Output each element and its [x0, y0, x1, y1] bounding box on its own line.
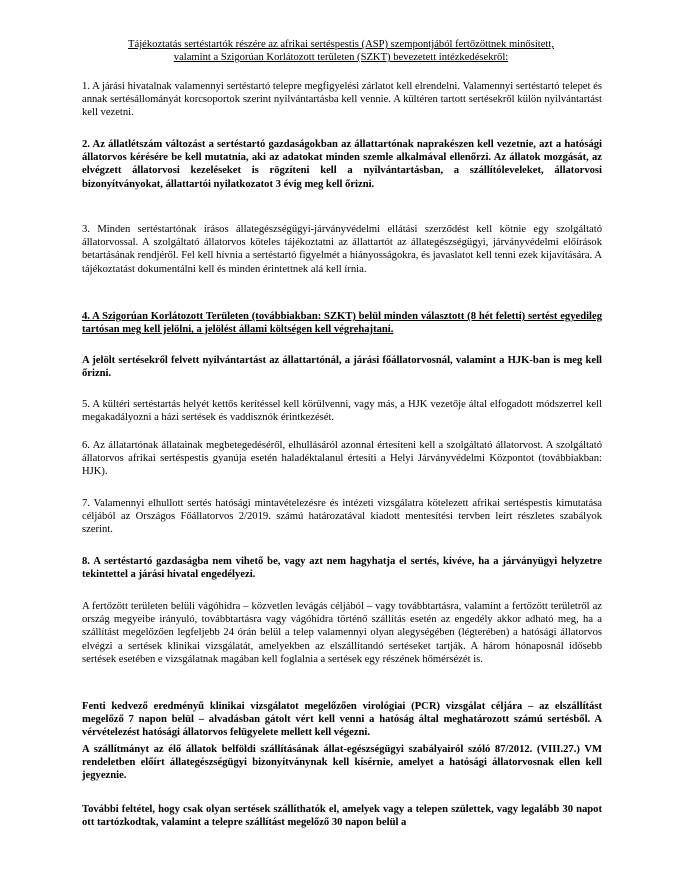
paragraph-9: 8. A sertéstartó gazdaságba nem vihető be, vagy azt nem hagyhatja el sertés, kivéve, ha a járványügyi helyzetre tekintettel a járási hivatal engedélyezi. [82, 556, 602, 581]
title-line-2: valamint a Szigorúan Korlátozott területen (SZKT) bevezetett intézkedésekről: [173, 52, 509, 63]
paragraph-3: 3. Minden sertéstartónak írásos állategészségügyi-járványvédelmi ellátási szerződést kell kötnie egy szolgáltató állatorvossal. A szolgáltató állatorvos köteles tájékoztatni az állattartót az állategészségügyi, járványvédelmi előírások betartásának rendjéről. Fel kell hívnia a sertéstartó figyelmét a hiányosságokra, és javaslatot kell tenni ezek kijavítására. A tájékoztatást dokumentálni kell és minden érintettnek alá kell írnia. [82, 224, 602, 275]
paragraph-8: 7. Valamennyi elhullott sertés hatósági mintavételezésre és intézeti vizsgálatra kötelezett afrikai sertéspestis kimutatása céljából az Országos Főállatorvos 2/2019. számú határozatával kiadott mentesítési tervben leírt részletes szabályok szerint. [82, 498, 602, 536]
paragraph-10: A fertőzött területen belüli vágóhídra – közvetlen levágás céljából – vagy továbbtartásra, valamint a fertőzött területről az ország megyeibe irányuló, továbbtartásra vagy vágóhídra történő szállítás esetén az engedély akkor adható meg, ha a szállítást megelőzően legfeljebb 24 órán belül a telep valamennyi olyan alegységében (légterében) a hatósági állatorvos elvégzi a sertések klinikai vizsgálatát, amelyekben az elszállítandó sertéseket tartják. A három hónaposnál idősebb sertések esetében e vizsgálatnak magában kell foglalnia a sertések egy részének hőmérsézét is. [82, 601, 602, 665]
paragraph-2: 2. Az állatlétszám változást a sertéstartó gazdaságokban az állattartónak naprakészen kell vezetnie, azt a hatósági állatorvos kérésére be kell mutatnia, aki az adatokat minden szemle alkalmával ellenőrzi. Az állatok mozgását, az elvégzett állatorvosi kezeléseket is rögzíteni kell a nyilvántartásban, a szállítóleveleket, állatorvosi bizonyítványokat, állattartói nyilatkozatot 3 évig meg kell őrizni. [82, 139, 602, 190]
paragraph-1: 1. A járási hivatalnak valamennyi sertéstartó telepre megfigyelési zárlatot kell elrendelni. Valamennyi sertéstartó telepet és annak sertésállományát korcsoportok szerint nyilvántartásba kell vennie. A kültéren tartott sertésekről külön nyilvántartást kell vezetni. [82, 81, 602, 119]
paragraph-12: A szállítmányt az élő állatok belföldi szállításának állat-egészségügyi szabályairól szóló 87/2012. (VIII.27.) VM rendeletben előírt állategészségügyi bizonyítványnak kell kísérnie, amelyet a hatósági állatorvosnak ellen kell jegyeznie. [82, 744, 602, 782]
paragraph-13: További feltétel, hogy csak olyan sertések szállíthatók el, amelyek vagy a telepen születtek, vagy legalább 30 napot ott tartózkodtak, valamint a telepre szállítást megelőző 30 napon belül a [82, 804, 602, 829]
paragraph-4: 4. A Szigorúan Korlátozott Területen (továbbiakban: SZKT) belül minden választott (8 hét feletti) sertést egyedileg tartósan meg kell jelölni, a jelölést állami költségen kell végrehajtani. [82, 311, 602, 336]
paragraph-6: 5. A kültéri sertéstartás helyét kettős kerítéssel kell körülvenni, vagy más, a HJK vezetője által elfogadott módszerrel kell megakadályozni a házi sertések és vaddisznók érintkezését. [82, 399, 602, 424]
paragraph-7: 6. Az állatartónak állatainak megbetegedéséről, elhullásáról azonnal értesíteni kell a szolgáltató állatorvost. A szolgáltató állatorvos afrikai sertéspestis gyanúja esetén haladéktalanul értesíti a Helyi Járványvédelmi Központot (továbbiakban: HJK). [82, 440, 602, 478]
title-line-1: Tájékoztatás sertéstartók részére az afrikai sertéspestis (ASP) szempontjából fertőzöttnek minősített, [128, 39, 554, 50]
paragraph-11: Fenti kedvező eredményű klinikai vizsgálatot megelőzően virológiai (PCR) vizsgálat céljára – az elszállítást megelőző 7 napon belül – alvadásban gátolt vért kell venni a hatóság által meghatározott számú sertésből. A vérvételezést hatósági állatorvos felügyelete mellett kell végezni. [82, 701, 602, 739]
document-title [60, 38, 622, 64]
paragraph-5: A jelölt sertésekről felvett nyilvántartást az állattartónál, a járási főállatorvosnál, valamint a HJK-ban is meg kell őrizni. [82, 355, 602, 380]
